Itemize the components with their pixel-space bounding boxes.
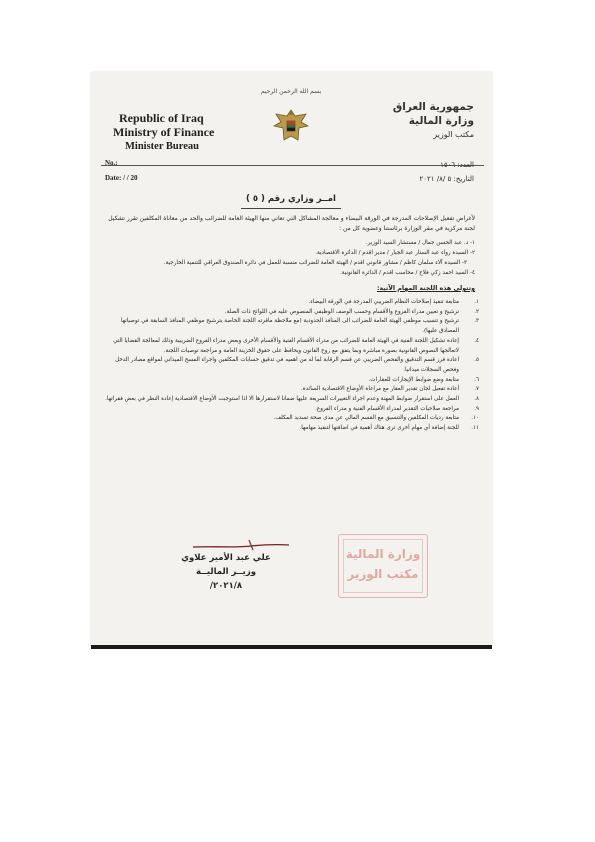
task-item — [101, 385, 479, 395]
task-text: أعادة تفعيل لجان تقدير العقار مع مراعاة الأوضاع الاقتصادية السائدة. — [301, 386, 459, 393]
signature-stroke — [191, 538, 291, 552]
order-title: امــر وزاري رقم ( ٥ ) — [246, 194, 336, 204]
task-text: ترشيح و تعيين مدراء الفروع والأقسام وحسب الوصف الوظيفي المنصوص عليه في اللوائح ذات الصلة. — [224, 308, 459, 315]
task-text: متابعة تنفيذ إصلاحات النظام الضريبي المدرجة في الورقة البيضاء. — [308, 299, 459, 305]
header-en-ministry: Ministry of Finance — [113, 125, 215, 139]
task-item — [101, 376, 479, 386]
tasks-list — [101, 298, 479, 434]
task-number: ٥. — [474, 357, 479, 364]
task-number: ١٠. — [471, 415, 479, 422]
task-item — [101, 395, 479, 405]
stamp-text-ministry: وزارة المالية — [345, 547, 421, 561]
member-item: ١- د. عبد الحسن جمال / مستشار السيد الوزير. — [365, 240, 475, 246]
tasks-heading: وتتولى هذه اللجنة المهام الآتية: — [376, 285, 475, 292]
date-label: Date: / / 20 — [105, 174, 138, 182]
task-item — [101, 424, 479, 434]
task-number: ٧. — [474, 386, 479, 393]
signature-date: ٢٠٢١/٨/ — [209, 581, 243, 591]
ministry-stamp — [338, 534, 428, 598]
title-underline — [241, 208, 341, 209]
arabic-date-field: التاريخ: ٥ /٨/ ٢٠٢١ — [419, 175, 474, 183]
task-text: اعادة فرز قسم التدقيق والفحص الضريبي عن قسم الرقابة لما له من اهميه في تدقيق حسابات المكلفين واجراء المسح الميداني لمواقع مصادر الدخل وفحص السجلات ميدانيا. — [115, 357, 459, 373]
task-text: مراجعة صلاحيات التقدير لمدراء الأقسام الفنية و مدراء الفروع. — [315, 405, 459, 412]
arabic-number-field: العدد: ١٥٠٦ — [440, 161, 474, 169]
task-number: ٢. — [474, 308, 479, 315]
task-item — [101, 317, 479, 336]
document-page — [91, 72, 492, 647]
iraq-eagle-emblem-icon — [268, 106, 314, 146]
task-number: ٨. — [474, 396, 479, 403]
header-en-bureau: Minister Bureau — [125, 141, 199, 152]
task-number: ١١. — [471, 425, 479, 432]
stamp-text-bureau: مكتب الوزير — [347, 567, 419, 581]
task-number: ٦. — [474, 376, 479, 383]
task-item — [101, 308, 479, 318]
member-item: ٣- السيدة آلاء سلمان كاظم / مشاور قانوني اقدم / الهيئة العامة للضرائب منسبة للعمل في دائرة الصندوق العراقي للتنمية الخارجية. — [163, 260, 467, 266]
header-ar-republic: جمهورية العراق — [392, 101, 474, 113]
header-ar-ministry: وزارة المالية — [408, 115, 474, 127]
task-text: للجنة إضافة أي مهام أخرى ترى هناك أهمية في اضافتها لتنفيذ مهامها. — [299, 425, 459, 432]
header-en-republic: Republic of Iraq — [119, 111, 204, 125]
task-item — [101, 405, 479, 415]
header-arabic — [339, 100, 474, 142]
task-number: ٩. — [474, 405, 479, 412]
task-text: ترشيح و تنسيب موظفي الهيئة العامة للضرائب الى المنافذ الحدودية (مع ملاحظة ماقرته اللجنة الخاصة بترشيح موظفي المنافذ السابقة في توصياتها المصادق عليها). — [120, 318, 459, 335]
number-label: No.: — [105, 159, 118, 167]
order-intro: لأغراض تفعيل الإصلاحات المدرجة في الورقة البيضاء و معالجة المشاكل التي تعاني منها الهيئة العامة للضرائب والحد من معاناة المكلفين تقرر تشكيل لجنة مركزية في مقر الوزارة برئاستنا وعضوية كل من : — [108, 215, 475, 232]
task-text: متابعة وضع ضوابط الإيجارات للعقارات. — [368, 376, 459, 383]
task-item — [101, 414, 479, 424]
task-number: ٣. — [474, 318, 479, 325]
header-ar-bureau: مكتب الوزير — [433, 130, 474, 139]
task-text: العمل على استقرار ضوابط المهنة وعدم اجراء التغييرات السريعة عليها ضمانا لاستقرارها الا اذا استوجبت الأوضاع الاقتصادية إعادة النظر في بعض فقراتها. — [105, 396, 459, 403]
task-text: إعادة تشكيل اللجنة الفنية في الهيئة العامة للضرائب من مدراء الأقسام الفنية والأقسام الأخرى وبعض مدراء الفروع الضريبية وذلك لمعالجة القضايا التي لاتعالجها النصوص القانونية بصورة مباشرة وبما يتفق مع روح القانون ويحافظ على حقوق الخزينة العامة و مراجعة توصيات اللجنة. — [113, 337, 459, 354]
minister-title: وزيــر الماليــة — [195, 567, 257, 577]
task-item — [101, 356, 479, 375]
task-number: ٤. — [474, 337, 479, 344]
member-item: ٢- السيدة رواء عبد الستار عبد الجبار / مدير اقدم / الدائرة الاقتصادية. — [315, 250, 475, 256]
task-number: ١. — [474, 299, 479, 305]
committee-members-list — [105, 238, 475, 278]
task-item — [101, 298, 479, 308]
page-bottom-edge — [91, 645, 492, 649]
minister-name: علي عبد الأمير علاوي — [181, 553, 271, 563]
task-text: متابعة رديات المكلفين والتنسيق مع القسم المالي عن مدى صحة تسديد المكلف. — [273, 415, 459, 422]
task-item — [101, 337, 479, 356]
basmala: بسم الله الرحمن الرحيم — [260, 88, 322, 95]
member-item: ٤- السيد احمد زكي فلاح / محاسب اقدم / الدائرة القانونية. — [340, 270, 475, 276]
